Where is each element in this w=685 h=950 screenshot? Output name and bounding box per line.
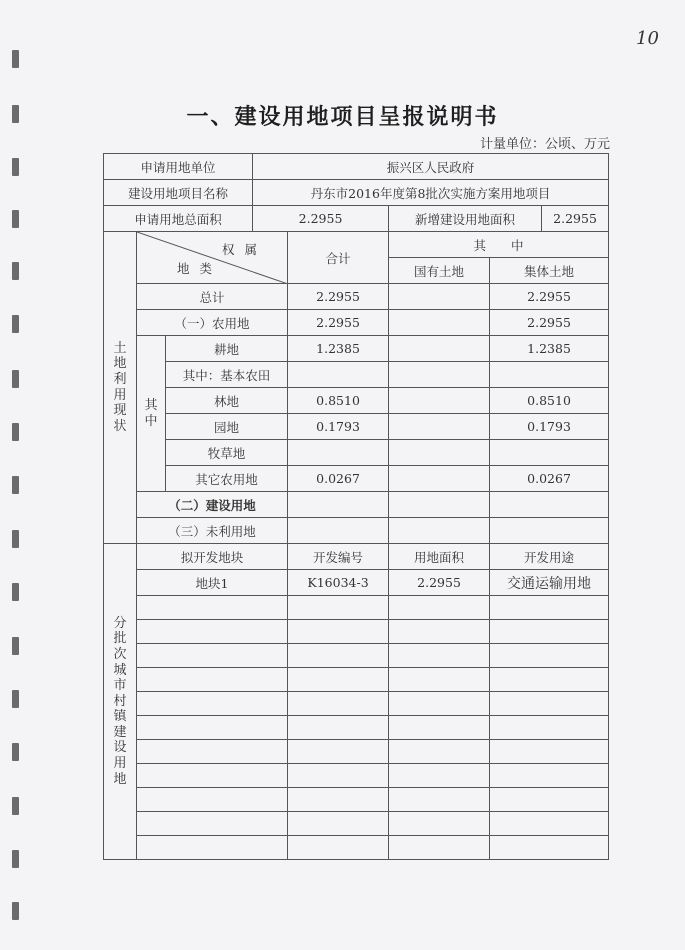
batch-header-plot: 拟开发地块 — [137, 544, 288, 570]
applicant-label: 申请用地单位 — [104, 154, 253, 180]
batch-empty-cell — [137, 788, 288, 812]
batch-row-plot: 地块1 — [137, 570, 288, 596]
vertical-char: 村 — [113, 693, 127, 709]
batch-empty-cell — [490, 668, 609, 692]
total-area-label: 申请用地总面积 — [104, 206, 253, 232]
row-garden-state — [389, 414, 490, 440]
batch-empty-cell — [490, 764, 609, 788]
ownership-label: 权属 — [222, 242, 268, 257]
row-arable-label: 耕地 — [166, 336, 288, 362]
binding-mark — [12, 423, 19, 441]
binding-marks — [12, 40, 24, 940]
batch-empty-cell — [288, 836, 389, 860]
row-construction-collective — [490, 492, 609, 518]
vertical-char: 市 — [113, 678, 127, 694]
batch-empty-cell — [389, 596, 490, 620]
row-forest-sum: 0.8510 — [288, 388, 389, 414]
row-agri-collective: 2.2955 — [490, 310, 609, 336]
vertical-char: 镇 — [113, 709, 127, 725]
binding-mark — [12, 210, 19, 228]
land-application-table — [103, 153, 609, 860]
vertical-char: 土 — [113, 340, 127, 356]
vertical-char: 用 — [113, 387, 127, 403]
batch-empty-cell — [137, 668, 288, 692]
row-other-agri-label: 其它农用地 — [166, 466, 288, 492]
batch-empty-cell — [137, 644, 288, 668]
row-basic-collective — [490, 362, 609, 388]
vertical-char: 批 — [113, 631, 127, 647]
row-pasture-label: 牧草地 — [166, 440, 288, 466]
batch-empty-cell — [490, 812, 609, 836]
side-label-text — [104, 341, 136, 435]
batch-header-area: 用地面积 — [389, 544, 490, 570]
among-side-label — [137, 336, 166, 492]
batch-empty-cell — [137, 812, 288, 836]
row-unused-sum — [288, 518, 389, 544]
row-forest-label: 林地 — [166, 388, 288, 414]
vertical-char: 状 — [113, 418, 127, 434]
row-basic-state — [389, 362, 490, 388]
new-area-value: 2.2955 — [542, 206, 609, 232]
vertical-char: 地 — [113, 356, 127, 372]
total-area-value: 2.2955 — [253, 206, 389, 232]
row-arable-state — [389, 336, 490, 362]
row-pasture-state — [389, 440, 490, 466]
row-construction-label: （二）建设用地 — [137, 492, 288, 518]
batch-empty-cell — [137, 716, 288, 740]
batch-empty-cell — [490, 644, 609, 668]
row-garden-label: 园地 — [166, 414, 288, 440]
vertical-char: 其 — [144, 397, 158, 413]
total-col-header: 合计 — [288, 232, 389, 284]
batch-empty-cell — [288, 668, 389, 692]
applicant-value: 振兴区人民政府 — [253, 154, 609, 180]
row-basic-farmland-label: 其中：基本农田 — [166, 362, 288, 388]
row-basic-sum — [288, 362, 389, 388]
row-agri-state — [389, 310, 490, 336]
row-arable-sum: 1.2385 — [288, 336, 389, 362]
row-forest-collective: 0.8510 — [490, 388, 609, 414]
batch-empty-cell — [389, 644, 490, 668]
row-unused-state — [389, 518, 490, 544]
handwritten-page-number: 10 — [636, 28, 659, 49]
row-garden-collective: 0.1793 — [490, 414, 609, 440]
batch-empty-cell — [288, 596, 389, 620]
land-use-status-side-label — [104, 232, 137, 544]
row-other-collective: 0.0267 — [490, 466, 609, 492]
batch-empty-cell — [389, 668, 490, 692]
batch-empty-cell — [137, 596, 288, 620]
batch-side-label — [104, 544, 137, 860]
binding-mark — [12, 315, 19, 333]
batch-header-code: 开发编号 — [288, 544, 389, 570]
batch-empty-cell — [490, 788, 609, 812]
row-pasture-collective — [490, 440, 609, 466]
project-name-value: 丹东市2016年度第8批次实施方案用地项目 — [253, 180, 609, 206]
binding-mark — [12, 370, 19, 388]
batch-empty-cell — [389, 620, 490, 644]
project-name-label: 建设用地项目名称 — [104, 180, 253, 206]
batch-empty-cell — [288, 812, 389, 836]
batch-empty-cell — [137, 836, 288, 860]
row-construction-sum — [288, 492, 389, 518]
batch-empty-cell — [490, 740, 609, 764]
batch-header-use: 开发用途 — [490, 544, 609, 570]
binding-mark — [12, 50, 19, 68]
row-unused-label: （三）未利用地 — [137, 518, 288, 544]
batch-empty-cell — [137, 692, 288, 716]
batch-row-use: 交通运输用地 — [490, 570, 609, 596]
row-total-sum: 2.2955 — [288, 284, 389, 310]
batch-empty-cell — [490, 620, 609, 644]
vertical-char: 分 — [113, 615, 127, 631]
state-land-header: 国有土地 — [389, 258, 490, 284]
batch-empty-cell — [490, 716, 609, 740]
row-garden-sum: 0.1793 — [288, 414, 389, 440]
batch-empty-cell — [137, 740, 288, 764]
vertical-char: 利 — [113, 371, 127, 387]
binding-mark — [12, 850, 19, 868]
among-header: 其 中 — [389, 232, 609, 258]
new-area-label: 新增建设用地面积 — [389, 206, 542, 232]
row-pasture-sum — [288, 440, 389, 466]
row-construction-state — [389, 492, 490, 518]
binding-mark — [12, 902, 19, 920]
binding-mark — [12, 743, 19, 761]
vertical-char: 地 — [113, 771, 127, 787]
batch-row-area: 2.2955 — [389, 570, 490, 596]
batch-side-text — [104, 616, 136, 788]
batch-empty-cell — [389, 692, 490, 716]
binding-mark — [12, 583, 19, 601]
unit-note: 计量单位：公顷、万元 — [479, 137, 610, 152]
vertical-char: 现 — [113, 403, 127, 419]
batch-empty-cell — [288, 716, 389, 740]
vertical-char: 城 — [113, 662, 127, 678]
batch-empty-cell — [389, 764, 490, 788]
row-total-label: 总计 — [137, 284, 288, 310]
binding-mark — [12, 690, 19, 708]
vertical-char: 中 — [144, 413, 158, 429]
batch-empty-cell — [490, 596, 609, 620]
binding-mark — [12, 797, 19, 815]
row-unused-collective — [490, 518, 609, 544]
binding-mark — [12, 262, 19, 280]
binding-mark — [12, 158, 19, 176]
batch-row-code: K16034-3 — [288, 570, 389, 596]
vertical-char: 建 — [113, 724, 127, 740]
batch-empty-cell — [288, 620, 389, 644]
row-agri-sum: 2.2955 — [288, 310, 389, 336]
row-forest-state — [389, 388, 490, 414]
vertical-char: 用 — [113, 756, 127, 772]
binding-mark — [12, 476, 19, 494]
batch-empty-cell — [389, 716, 490, 740]
batch-empty-cell — [288, 788, 389, 812]
batch-empty-cell — [389, 812, 490, 836]
batch-empty-cell — [288, 740, 389, 764]
vertical-char: 设 — [113, 740, 127, 756]
batch-empty-cell — [389, 788, 490, 812]
batch-empty-cell — [288, 692, 389, 716]
batch-empty-cell — [288, 644, 389, 668]
row-other-sum: 0.0267 — [288, 466, 389, 492]
row-total-collective: 2.2955 — [490, 284, 609, 310]
row-arable-collective: 1.2385 — [490, 336, 609, 362]
row-other-state — [389, 466, 490, 492]
batch-empty-cell — [137, 620, 288, 644]
ownership-category-header — [137, 232, 288, 284]
batch-empty-cell — [490, 692, 609, 716]
binding-mark — [12, 637, 19, 655]
batch-empty-cell — [389, 740, 490, 764]
category-label: 地类 — [177, 261, 223, 276]
batch-empty-cell — [389, 836, 490, 860]
row-total-state — [389, 284, 490, 310]
vertical-char: 次 — [113, 646, 127, 662]
batch-empty-cell — [137, 764, 288, 788]
collective-land-header: 集体土地 — [490, 258, 609, 284]
among-side-text — [137, 398, 165, 429]
row-agri-label: （一）农用地 — [137, 310, 288, 336]
document-title: 一、建设用地项目呈报说明书 — [186, 104, 499, 130]
batch-empty-cell — [288, 764, 389, 788]
batch-empty-cell — [490, 836, 609, 860]
binding-mark — [12, 530, 19, 548]
